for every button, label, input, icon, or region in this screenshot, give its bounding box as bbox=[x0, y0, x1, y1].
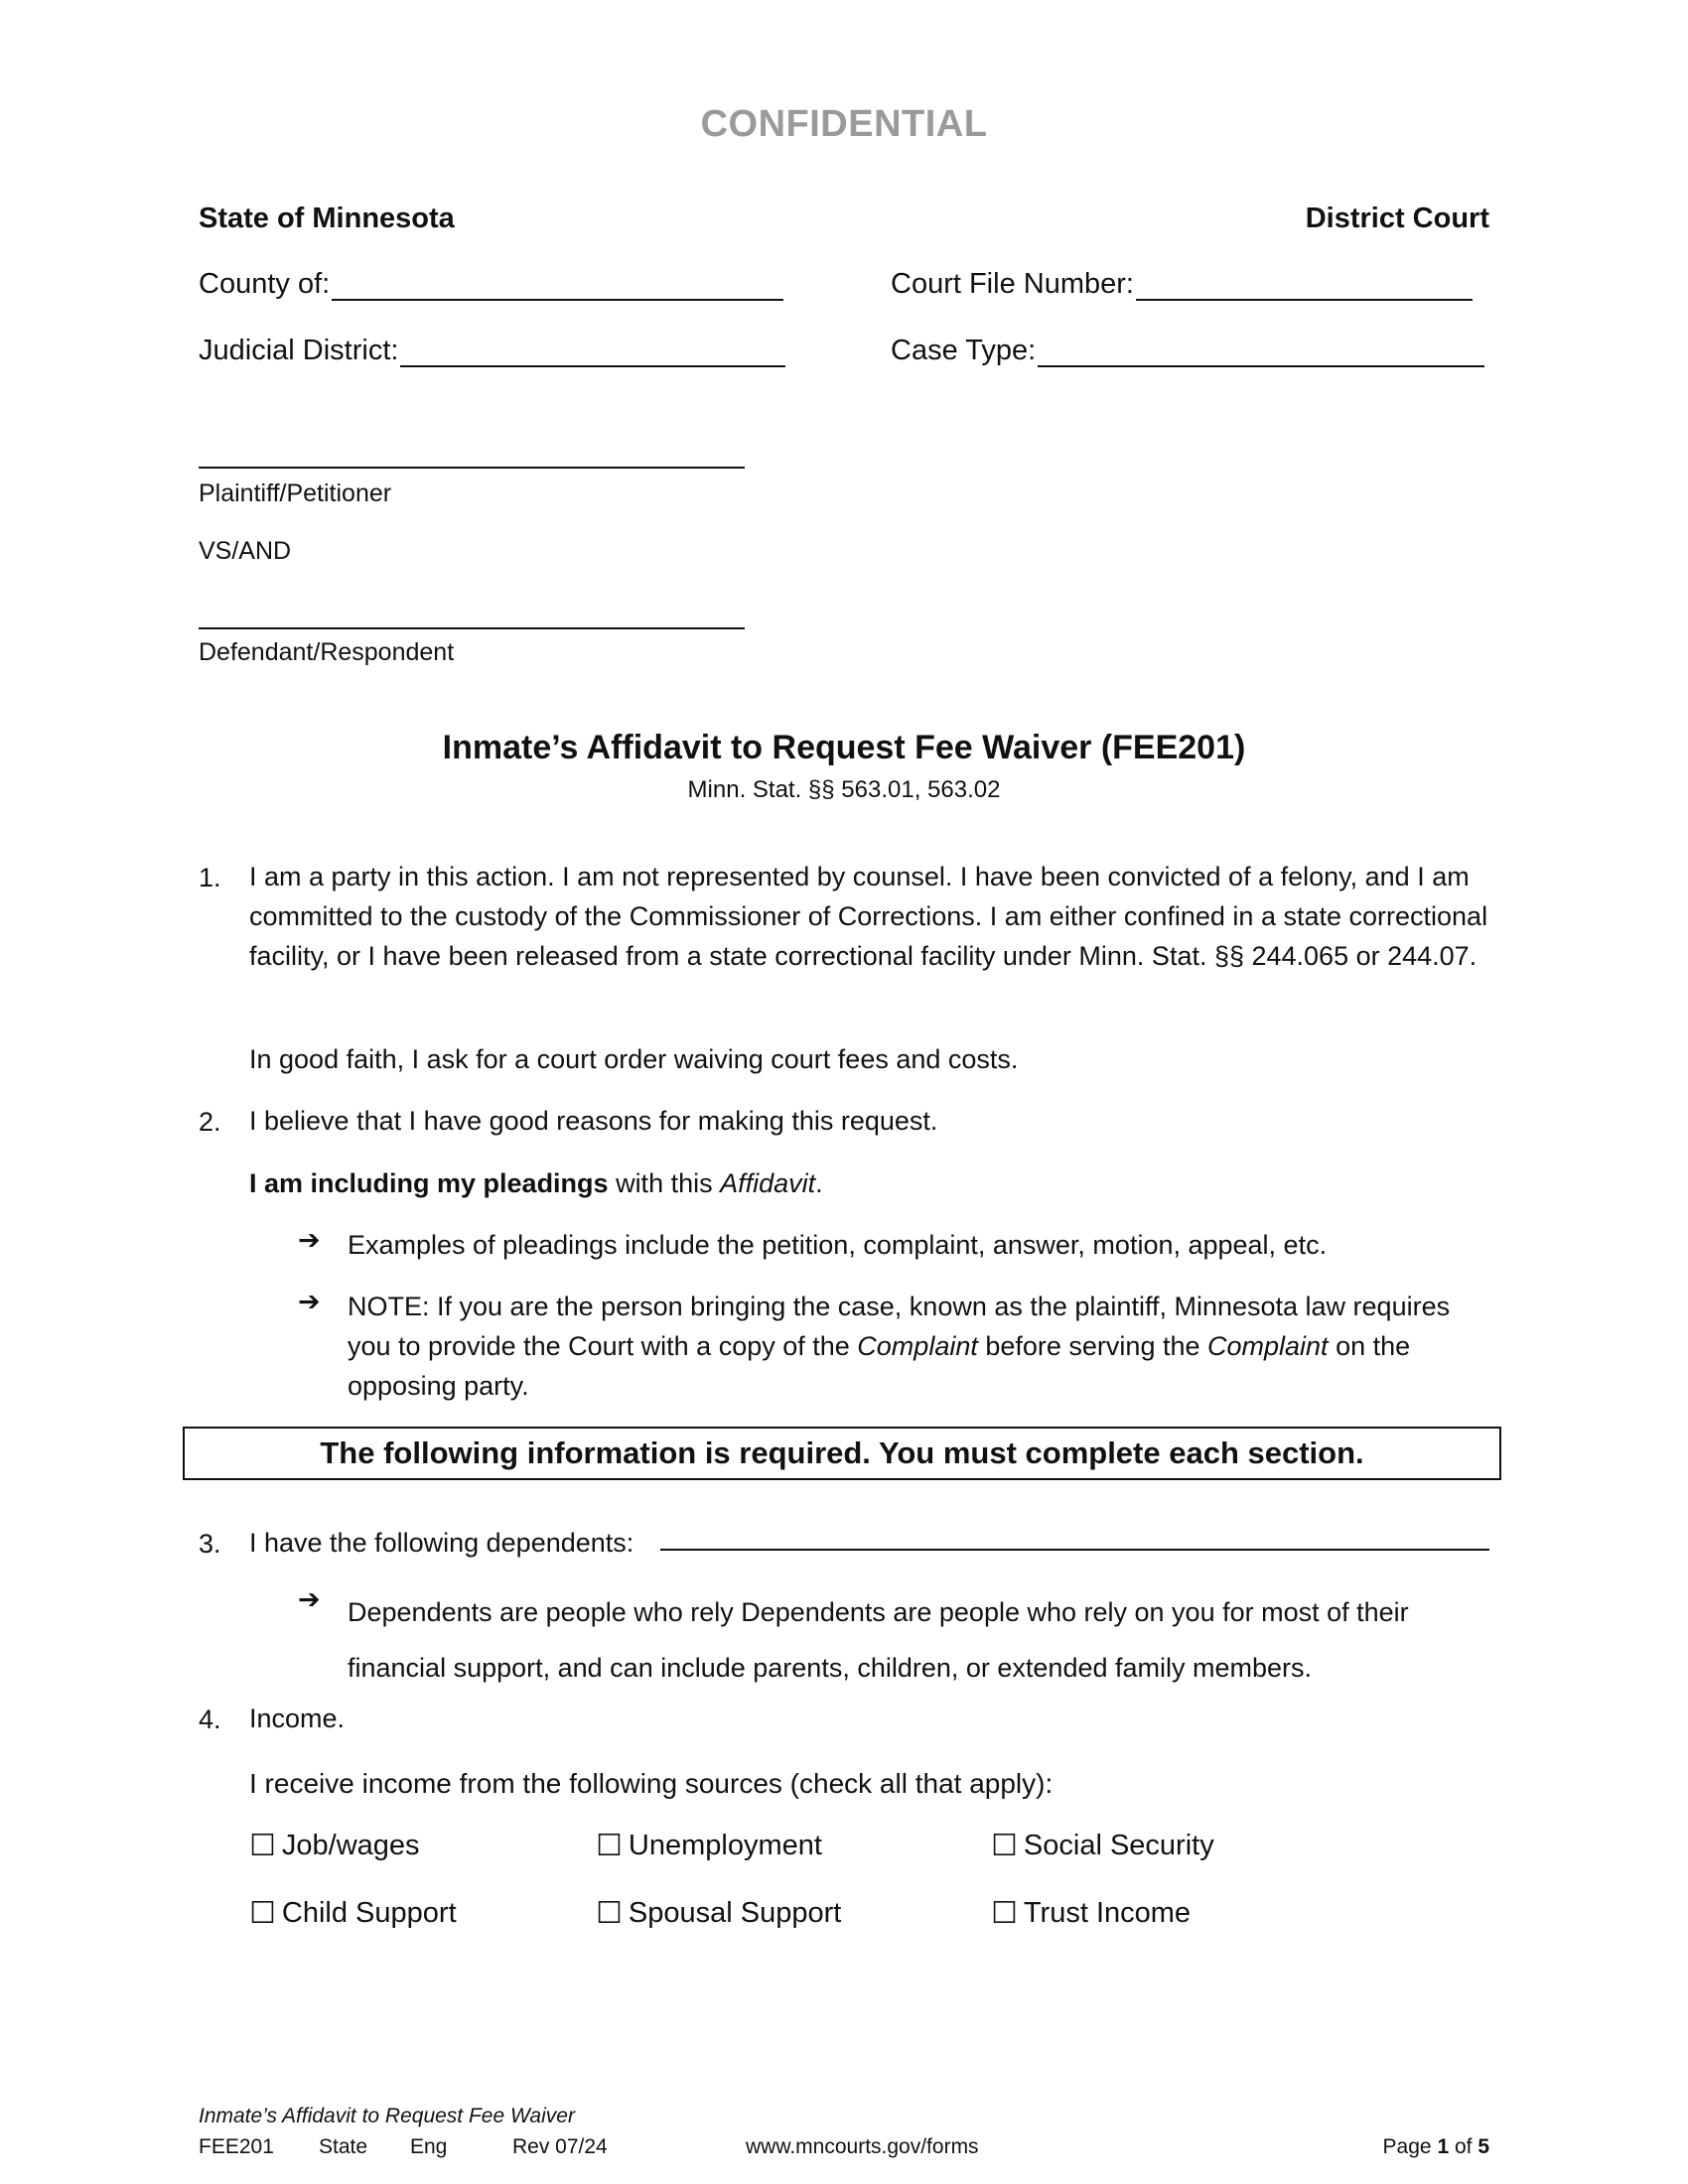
checkbox-child-support[interactable] bbox=[249, 1896, 457, 1931]
court-file-label: Court File Number: bbox=[891, 268, 1134, 300]
case-type-input-line[interactable] bbox=[1038, 336, 1484, 367]
footer-page-number bbox=[1383, 2135, 1489, 2159]
checkbox-icon: ☐ bbox=[249, 1897, 276, 1930]
state-label: State of Minnesota bbox=[199, 203, 455, 234]
footer-jurisdiction: State bbox=[319, 2135, 368, 2158]
section-4-number: 4. bbox=[199, 1705, 221, 1734]
arrow-icon: ➔ bbox=[298, 1584, 321, 1614]
pleadings-mid: with this bbox=[608, 1168, 721, 1198]
income-instruction: I receive income from the following sources (check all that apply): bbox=[249, 1768, 1054, 1799]
checkbox-trust-income[interactable] bbox=[991, 1896, 1191, 1931]
checkbox-label: Spousal Support bbox=[628, 1897, 842, 1929]
note-part-c: on the opposing party. bbox=[348, 1331, 1411, 1401]
judicial-district-label: Judicial District: bbox=[199, 335, 399, 366]
statute-reference: Minn. Stat. §§ 563.01, 563.02 bbox=[687, 776, 1001, 803]
pleadings-end: . bbox=[815, 1168, 823, 1198]
pleadings-statement bbox=[249, 1163, 1490, 1203]
judicial-district-field bbox=[199, 335, 785, 367]
note-part-a: NOTE: If you are the person bringing the case, known as the plaintiff, Minnesota law requires you to provide the Court with a copy of the bbox=[348, 1292, 1451, 1361]
checkbox-label: Trust Income bbox=[1023, 1897, 1192, 1929]
page-prefix: Page bbox=[1382, 2135, 1438, 2158]
plaintiff-label: Plaintiff/Petitioner bbox=[199, 479, 392, 507]
dependents-bullet: Dependents are people who rely Dependents are people who rely on you for most of their financial support, and can include parents, children, or extended family members. bbox=[348, 1597, 1409, 1683]
note-complaint-2: Complaint bbox=[1207, 1331, 1329, 1361]
required-info-box bbox=[183, 1427, 1501, 1480]
note-part-b: before serving the bbox=[977, 1331, 1207, 1361]
checkbox-label: Unemployment bbox=[628, 1830, 822, 1861]
county-field bbox=[199, 268, 783, 301]
required-info-text: The following information is required. You must complete each section. bbox=[320, 1435, 1364, 1470]
court-file-input-line[interactable] bbox=[1136, 269, 1473, 301]
checkbox-job-wages[interactable] bbox=[249, 1829, 420, 1863]
pleadings-bold: I am including my pleadings bbox=[249, 1168, 609, 1198]
section-3-number: 3. bbox=[199, 1529, 221, 1559]
section-2-number: 2. bbox=[199, 1107, 221, 1137]
checkbox-label: Social Security bbox=[1023, 1830, 1214, 1861]
arrow-icon: ➔ bbox=[298, 1225, 321, 1255]
court-label: District Court bbox=[1305, 203, 1489, 234]
case-type-label: Case Type: bbox=[891, 335, 1037, 366]
pleadings-italic: Affidavit bbox=[720, 1168, 816, 1198]
checkbox-label: Child Support bbox=[281, 1897, 457, 1929]
section-2-text: I believe that I have good reasons for making this request. bbox=[249, 1106, 938, 1136]
court-file-field bbox=[891, 268, 1473, 301]
note-complaint-1: Complaint bbox=[857, 1331, 978, 1361]
judicial-district-input-line[interactable] bbox=[400, 336, 785, 367]
checkbox-icon: ☐ bbox=[249, 1830, 276, 1862]
vs-label: VS/AND bbox=[199, 537, 292, 565]
checkbox-label: Job/wages bbox=[281, 1830, 420, 1861]
page-total: 5 bbox=[1477, 2135, 1489, 2158]
dependents-label: I have the following dependents: bbox=[249, 1528, 634, 1558]
defendant-name-line[interactable] bbox=[199, 627, 745, 629]
county-label: County of: bbox=[199, 268, 331, 300]
footer-website: www.mncourts.gov/forms bbox=[746, 2135, 979, 2158]
footer-title: Inmate’s Affidavit to Request Fee Waiver bbox=[199, 2105, 575, 2127]
checkbox-icon: ☐ bbox=[991, 1830, 1018, 1862]
section-1-text: I am a party in this action. I am not represented by counsel. I have been convicted of a felony, and I am committed to the custody of the Commissioner of Corrections. I am either confined in a state correctional facility, or I have been released from a state correctional facility under Minn. Stat. §§ 244.065 or 244.07. bbox=[249, 862, 1488, 971]
checkbox-icon: ☐ bbox=[596, 1897, 623, 1930]
section-1-number: 1. bbox=[199, 863, 221, 892]
section-1-request: In good faith, I ask for a court order waiving court fees and costs. bbox=[249, 1044, 1019, 1074]
confidential-heading: CONFIDENTIAL bbox=[700, 103, 988, 145]
defendant-label: Defendant/Respondent bbox=[199, 638, 455, 666]
arrow-icon: ➔ bbox=[298, 1287, 321, 1316]
page-of: of bbox=[1449, 2135, 1478, 2158]
form-title: Inmate’s Affidavit to Request Fee Waiver (FEE201) bbox=[442, 729, 1246, 766]
checkbox-unemployment[interactable] bbox=[596, 1829, 822, 1863]
checkbox-icon: ☐ bbox=[596, 1830, 623, 1862]
page-current: 1 bbox=[1437, 2135, 1450, 2158]
footer-revision: Rev 07/24 bbox=[512, 2135, 608, 2158]
county-input-line[interactable] bbox=[332, 269, 783, 301]
footer-language: Eng bbox=[410, 2135, 448, 2158]
footer-form-code: FEE201 bbox=[199, 2135, 274, 2158]
income-title: Income. bbox=[249, 1704, 346, 1733]
case-type-field bbox=[891, 335, 1484, 367]
plaintiff-note-bullet bbox=[348, 1287, 1489, 1406]
pleadings-examples-bullet: Examples of pleadings include the petition, complaint, answer, motion, appeal, etc. bbox=[348, 1230, 1328, 1260]
plaintiff-name-line[interactable] bbox=[199, 467, 745, 469]
dependents-input-line[interactable] bbox=[660, 1549, 1489, 1551]
checkbox-spousal-support[interactable] bbox=[596, 1896, 841, 1931]
checkbox-icon: ☐ bbox=[991, 1897, 1018, 1930]
checkbox-social-security[interactable] bbox=[991, 1829, 1214, 1863]
